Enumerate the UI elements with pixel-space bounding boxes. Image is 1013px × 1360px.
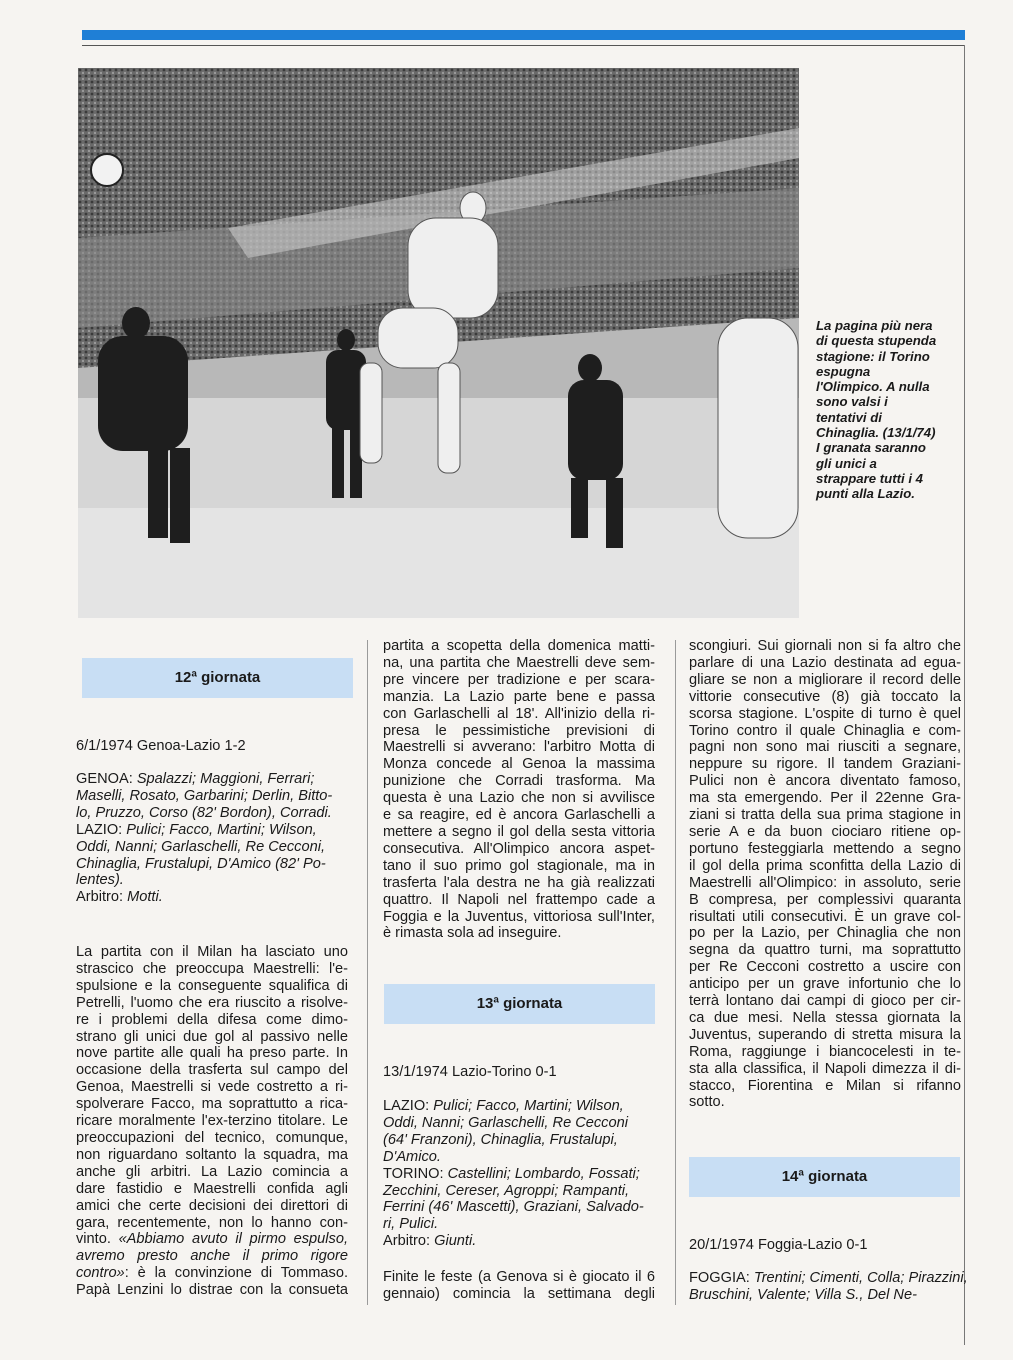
team-players: Spalazzi; Maggioni, Ferrari;	[132, 771, 315, 787]
article-line: quattro. Il Napoli nel frattempo cade a	[383, 891, 655, 908]
article-line: Papà Lenzini lo distrae con la consueta	[76, 1282, 348, 1299]
article-line: Roma, raggiunge i biancocelesti in te-	[689, 1043, 961, 1060]
article-line: manzia. La Lazio parte bene e passa	[383, 688, 655, 705]
caption-line: Chinaglia. (13/1/74)	[816, 425, 936, 441]
team-players: Pulici; Facco, Martini; Wilson,	[429, 1098, 624, 1114]
team-players: Oddi, Nanni; Garlaschelli, Re Cecconi	[383, 1114, 628, 1131]
referee-label: Arbitro:	[383, 1233, 431, 1250]
caption-line: tentativi di	[816, 409, 882, 425]
article-line: non riguardano soltanto la squadra, ma	[76, 1146, 348, 1163]
article-line: occasione della trasferta sul campo del	[76, 1062, 348, 1079]
article-line: e sa reagire, ed è ancora Garlaschelli a	[383, 807, 655, 824]
caption-line: I granata saranno	[816, 440, 926, 456]
article-text: : è la convinzione di Tommaso.	[124, 1265, 348, 1282]
team-label: FOGGIA:	[689, 1270, 750, 1286]
top-rule	[82, 45, 965, 46]
article-line: parlare di una Lazio destinata ad egua-	[689, 654, 961, 671]
round-13-article-continued	[689, 638, 961, 1111]
foggia-lineup	[689, 1270, 968, 1304]
article-line: trasferta l'ala destra ne ha già realizzati	[383, 874, 655, 891]
article-line: serie A e da buon ciociaro ritiene op-	[689, 823, 961, 840]
article-line: Genoa, Maestrelli si vede costretto a ri-	[76, 1079, 348, 1096]
article-line: pre vincere per tradizione e per scara-	[383, 671, 655, 688]
referee-name: Giunti.	[430, 1233, 477, 1250]
article-line: stacco, Fiorentina e Milan si rifanno	[689, 1077, 961, 1094]
article-line: portuno festeggiarla mettendo a segno	[689, 840, 961, 857]
article-line: anticipo per un grave infortunio che lo	[689, 976, 961, 993]
article-line: B compresa, per complessivi quaranta	[689, 891, 961, 908]
team-players: (64' Franzoni), Chinaglia, Frustalupi,	[383, 1131, 618, 1148]
article-line: La partita con il Milan ha lasciato uno	[76, 944, 348, 960]
round-12-article-continued	[383, 638, 655, 942]
team-players: Zecchini, Cereser, Agroppi; Rampanti,	[383, 1182, 630, 1199]
team-players: Pulici; Facco, Martini; Wilson,	[122, 821, 317, 838]
article-line: neppure su rigore. Il tandem Graziani-	[689, 756, 961, 773]
team-players: lo, Pruzzo, Corso (82' Bordon), Corradi.	[76, 804, 332, 821]
article-line: pagni non sono mai riusciti a segnare,	[689, 739, 961, 756]
match-result: 6/1/1974 Genoa-Lazio 1-2	[76, 738, 246, 754]
team-players: lentes).	[76, 872, 124, 889]
article-line: gliare se non a migliorare il record delle	[689, 671, 961, 688]
team-players: Castellini; Lombardo, Fossati;	[443, 1165, 640, 1182]
round-14-heading: 14ª giornata	[689, 1157, 960, 1197]
quote-text: «Abbiamo avuto il pirmo espulso,	[118, 1231, 349, 1248]
article-line: terrà lontano dai campi di gioco per cir-	[689, 993, 961, 1010]
team-players: Ferrini (46' Mascetti), Graziani, Salvado-	[383, 1199, 644, 1216]
article-line: Torino contro il quale Chinaglia e com-	[689, 722, 961, 739]
round-14-match-info	[689, 1237, 961, 1254]
article-line: Pulici non è ancora diventato famoso,	[689, 773, 961, 790]
article-line: per Re Cecconi costretto a uscire con	[689, 959, 961, 976]
team-players: Bruschini, Valente; Villa S., Del Ne-	[689, 1286, 917, 1303]
article-line: punizione che Corradi trasforma. Ma	[383, 773, 655, 790]
article-line: Monza concede al Genoa la massima	[383, 756, 655, 773]
caption-line: stagione: il Torino	[816, 348, 930, 364]
article-line: Juventus, superando di stretta misura la	[689, 1026, 961, 1043]
article-line: segna da quattro turni, ma soprattutto	[689, 942, 961, 959]
team-players: ri, Pulici.	[383, 1216, 439, 1233]
article-line: po per la Lazio, per Chinaglia che non	[689, 925, 961, 942]
quote-text: avremo presto anche il primo rigore	[76, 1248, 348, 1265]
round-12-article	[76, 944, 348, 1299]
article-line: preoccupazioni del tecnico, comunque,	[76, 1129, 348, 1146]
lazio-torino-lineups	[383, 1098, 655, 1250]
match-result: 13/1/1974 Lazio-Torino 0-1	[383, 1064, 557, 1080]
article-line: strano gli unici due gol al passivo nelle	[76, 1028, 348, 1045]
article-line: sta alla classifica, il Napoli dimezza il di-	[689, 1060, 961, 1077]
team-players: Trentini; Cimenti, Colla; Pirazzini,	[749, 1270, 968, 1286]
team-label: LAZIO:	[383, 1098, 430, 1114]
article-line: anche gli arbitri. La Lazio comincia a	[76, 1163, 348, 1180]
article-line: vittorie consecutive (8) già toccato la	[689, 688, 961, 705]
round-12-match-info	[76, 738, 348, 755]
article-line: Foggia e la Juventus, vittoriosa sull'Inter,	[383, 908, 655, 925]
article-line: il gol della prima sconfitta della Lazio di	[689, 857, 961, 874]
article-line: amici che certe decisioni dei direttori di	[76, 1197, 348, 1214]
article-line: è rimasta sola ad inseguire.	[383, 925, 562, 942]
caption-line: espugna	[816, 363, 871, 379]
article-line: gennaio) comincia la settimana degli	[383, 1285, 655, 1302]
caption-line: gli unici a	[816, 455, 877, 471]
team-players: Oddi, Nanni; Garlaschelli, Re Cecconi,	[76, 838, 326, 855]
article-line: scongiuri. Sui giornali non si fa altro che	[689, 638, 961, 654]
top-color-bar	[82, 30, 965, 40]
article-line: strascico che preoccupa Maestrelli: l'e-	[76, 960, 348, 977]
article-line: Petrelli, l'uomo che era riuscito a risolve-	[76, 994, 348, 1011]
team-label: LAZIO:	[76, 821, 123, 838]
article-line: ma sta emergendo. Per il 22enne Gra-	[689, 790, 961, 807]
team-label: GENOA:	[76, 771, 133, 787]
article-line: nove partite alle quali ha preso parte. In	[76, 1045, 348, 1062]
right-rule	[964, 45, 965, 1345]
article-line: tano il suo primo gol stagionale, ma in	[383, 857, 655, 874]
article-line: ca due mesi. Nella stessa giornata la	[689, 1009, 961, 1026]
article-line: mettere a segno il gol della sesta vittoria	[383, 823, 655, 840]
article-line: gara, recentemente, non lo hanno con-	[76, 1214, 348, 1231]
article-line: re i problemi della difesa come dimo-	[76, 1011, 348, 1028]
article-line: scorsa stagione. L'ospite di turno è quel	[689, 705, 961, 722]
team-players: D'Amico.	[383, 1148, 441, 1165]
column-divider	[675, 640, 676, 1305]
referee-name: Motti.	[123, 889, 163, 906]
genoa-lineup	[76, 771, 348, 906]
round-13-article	[383, 1269, 655, 1303]
article-line: na, una partita che Maestrelli deve sem-	[383, 654, 655, 671]
caption-line: l'Olimpico. A nulla	[816, 379, 930, 395]
quote-text: contro»	[76, 1265, 125, 1282]
article-line: Maestrelli si avverano: l'arbitro Motta di	[383, 739, 655, 756]
article-line: Maestrelli all'Olimpico: in assoluto, serie	[689, 874, 961, 891]
article-line: partita a scopetta della domenica matti-	[383, 638, 655, 654]
article-text: vinto.	[76, 1231, 119, 1248]
article-line: con Garlaschelli al 18'. All'inizio della ri-	[383, 705, 655, 722]
round-13-match-info	[383, 1064, 655, 1081]
article-line: ziani si tratta della sua prima stagione in	[689, 807, 961, 824]
referee-label: Arbitro:	[76, 889, 124, 906]
column-divider	[367, 640, 368, 1305]
team-players: Maselli, Rosato, Garbarini; Derlin, Bitto-	[76, 787, 333, 804]
caption-line: La pagina più nera	[816, 318, 933, 333]
caption-line: strappare tutti i 4	[816, 470, 923, 486]
article-line: questa è una Lazio che non si avvilisce	[383, 790, 655, 807]
photo-caption	[816, 318, 961, 502]
team-players: Chinaglia, Frustalupi, D'Amico (82' Po-	[76, 855, 326, 872]
article-line: ricare moralmente l'ex-terzino titolare. Le	[76, 1113, 348, 1130]
caption-line: punti alla Lazio.	[816, 486, 915, 502]
article-line: consecutiva. All'Olimpico ancora aspet-	[383, 840, 655, 857]
caption-line: di questa stupenda	[816, 333, 937, 349]
article-line: Finite le feste (a Genova si è giocato il 6	[383, 1269, 655, 1285]
match-result: 20/1/1974 Foggia-Lazio 0-1	[689, 1237, 868, 1253]
round-13-heading: 13ª giornata	[384, 984, 655, 1024]
article-line: spolverare Facco, ma soprattutto a rica-	[76, 1096, 348, 1113]
article-line: risultati utili consecutivi. È un grave col-	[689, 908, 961, 925]
team-label: TORINO:	[383, 1165, 444, 1182]
article-line: spulsione e la conseguente squalifica di	[76, 977, 348, 994]
article-line: presa le pessimistiche previsioni di	[383, 722, 655, 739]
round-12-heading: 12ª giornata	[82, 658, 353, 698]
article-line: dare fastidio e Maestrelli confida agli	[76, 1180, 348, 1197]
caption-line: sono valsi i	[816, 394, 888, 410]
match-photo	[78, 68, 799, 618]
article-line: sotto.	[689, 1094, 725, 1111]
